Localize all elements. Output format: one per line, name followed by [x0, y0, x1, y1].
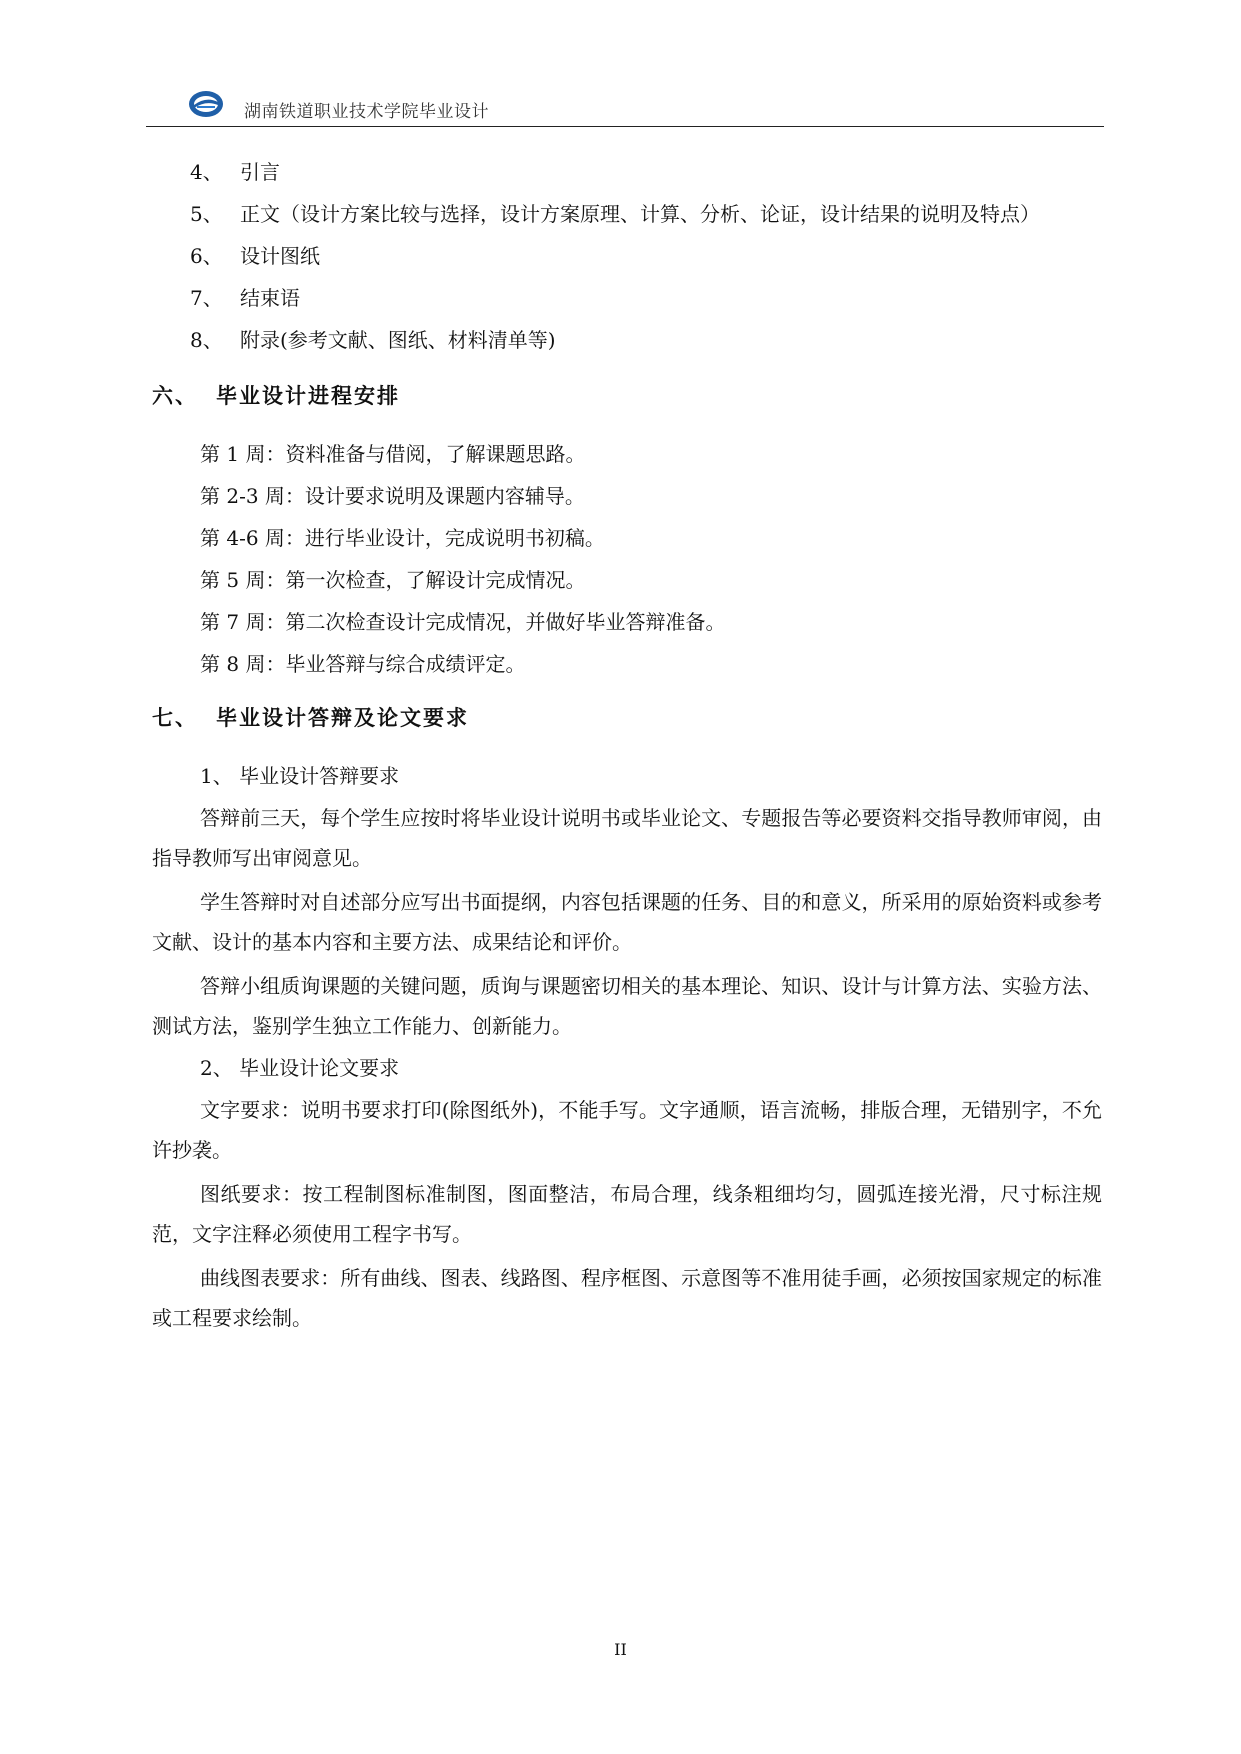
list-item: 4、 引言 — [190, 160, 280, 184]
schedule-item: 第 1 周：资料准备与借阅，了解课题思路。 — [200, 442, 586, 466]
page-header — [146, 84, 1104, 127]
paragraph: 答辩前三天，每个学生应按时将毕业设计说明书或毕业论文、专题报告等必要资料交指导教师审阅，由指导教师写出审阅意见。 — [152, 806, 1102, 870]
school-logo-icon — [188, 90, 224, 118]
section-heading: 六、 毕业设计进程安排 — [152, 384, 400, 408]
schedule-item: 第 8 周：毕业答辩与综合成绩评定。 — [200, 652, 526, 676]
schedule-item: 第 7 周：第二次检查设计完成情况，并做好毕业答辩准备。 — [200, 610, 726, 634]
list-item: 5、 正文（设计方案比较与选择，设计方案原理、计算、分析、论证，设计结果的说明及特点） — [190, 202, 1040, 226]
page-number: II — [614, 1640, 627, 1659]
header-title: 湖南铁道职业技术学院毕业设计 — [244, 102, 489, 122]
paragraph: 文字要求：说明书要求打印(除图纸外)，不能手写。文字通顺，语言流畅，排版合理，无错别字，不允许抄袭。 — [152, 1098, 1102, 1162]
schedule-item: 第 2-3 周：设计要求说明及课题内容辅导。 — [200, 484, 585, 508]
paragraph: 曲线图表要求：所有曲线、图表、线路图、程序框图、示意图等不准用徒手画，必须按国家规定的标准或工程要求绘制。 — [152, 1266, 1102, 1330]
subsection-heading: 2、 毕业设计论文要求 — [200, 1056, 400, 1080]
schedule-item: 第 5 周：第一次检查，了解设计完成情况。 — [200, 568, 586, 592]
schedule-item: 第 4-6 周：进行毕业设计，完成说明书初稿。 — [200, 526, 605, 550]
paragraph: 图纸要求：按工程制图标准制图，图面整洁，布局合理，线条粗细均匀，圆弧连接光滑，尺寸标注规范，文字注释必须使用工程字书写。 — [152, 1182, 1102, 1246]
paragraph: 学生答辩时对自述部分应写出书面提纲，内容包括课题的任务、目的和意义，所采用的原始资料或参考文献、设计的基本内容和主要方法、成果结论和评价。 — [152, 890, 1102, 954]
list-item: 7、 结束语 — [190, 286, 300, 310]
list-item: 8、 附录(参考文献、图纸、材料清单等) — [190, 328, 556, 352]
list-item: 6、 设计图纸 — [190, 244, 320, 268]
section-heading: 七、 毕业设计答辩及论文要求 — [152, 706, 469, 730]
subsection-heading: 1、 毕业设计答辩要求 — [200, 764, 400, 788]
paragraph: 答辩小组质询课题的关键问题，质询与课题密切相关的基本理论、知识、设计与计算方法、实验方法、测试方法，鉴别学生独立工作能力、创新能力。 — [152, 974, 1102, 1038]
